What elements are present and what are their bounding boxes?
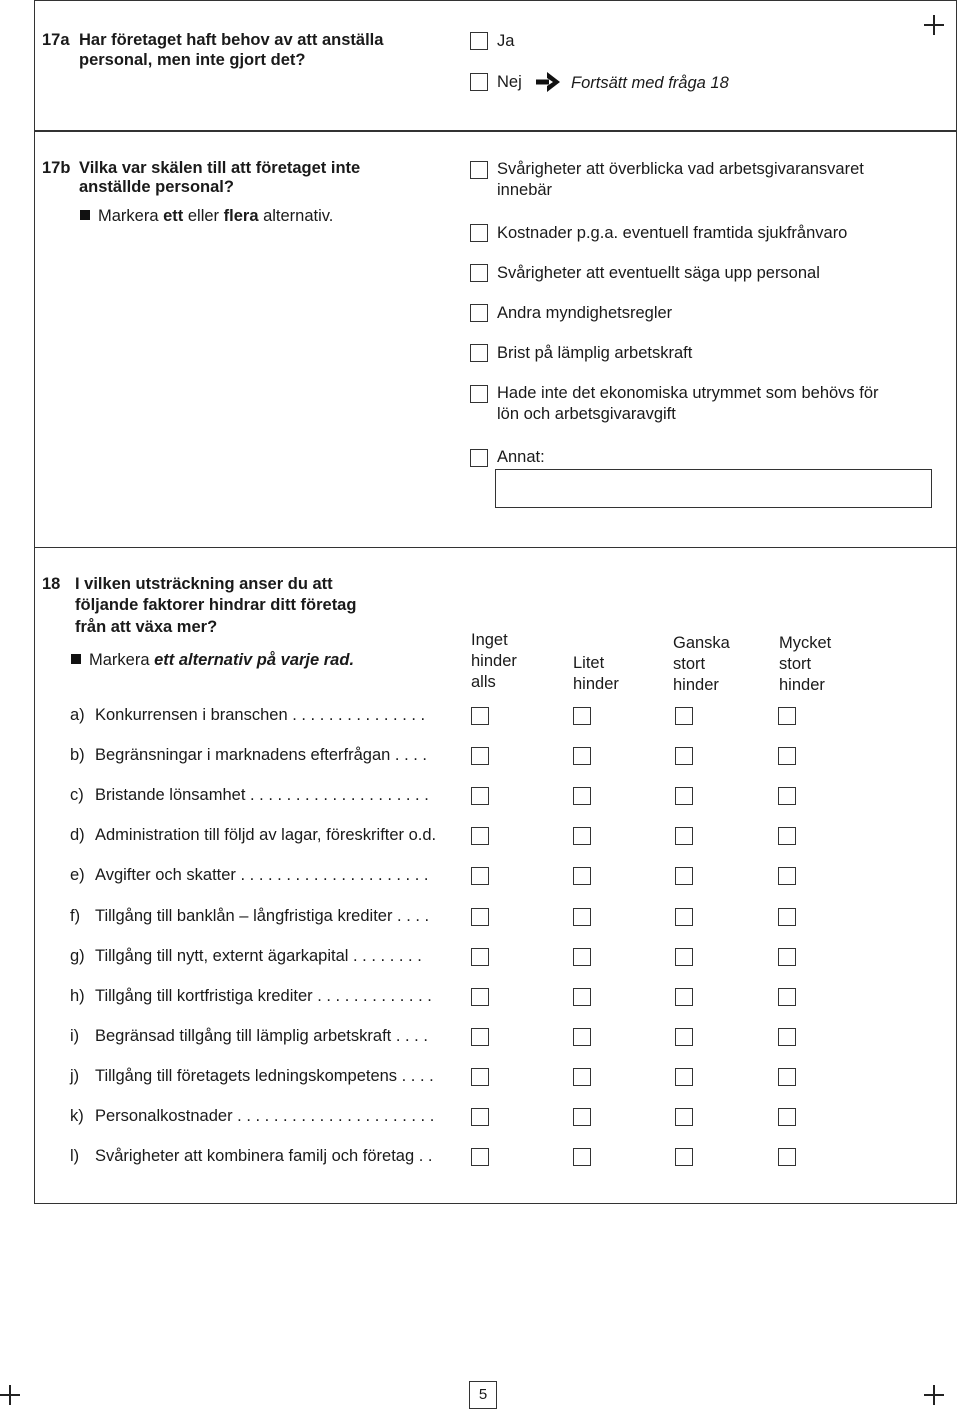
q18-row-label: [70, 1106, 434, 1126]
q18-rating-checkbox[interactable]: [573, 867, 591, 885]
q17b-option-label-cont: innebär: [497, 181, 553, 199]
q18-rating-checkbox[interactable]: [471, 1068, 489, 1086]
q18-row-text: Tillgång till nytt, externt ägarkapital . . . . . . . .: [95, 946, 422, 965]
q18-row-text: Bristande lönsamhet . . . . . . . . . . . . . . . . . . . .: [95, 786, 429, 805]
q17b-question-line2: anställde personal?: [79, 178, 234, 196]
q18-rating-checkbox[interactable]: [675, 827, 693, 845]
square-bullet-icon: [71, 654, 81, 664]
q18-rating-checkbox[interactable]: [675, 948, 693, 966]
q18-row-letter: f): [70, 906, 81, 925]
q18-rating-checkbox[interactable]: [778, 827, 796, 845]
q17b-option-label-cont: lön och arbetsgivaravgift: [497, 405, 676, 423]
q17b-option-checkbox[interactable]: [470, 385, 488, 403]
q18-row-label: [70, 986, 432, 1006]
q18-question-line2: följande faktorer hindrar ditt företag: [75, 596, 357, 614]
q18-rating-checkbox[interactable]: [573, 988, 591, 1006]
q18-row-text: Svårigheter att kombinera familj och företag . .: [95, 1147, 433, 1166]
q18-rating-checkbox[interactable]: [573, 1068, 591, 1086]
q17a-followup: Fortsätt med fråga 18: [571, 74, 729, 92]
q17a-number: 17a: [42, 31, 70, 49]
q18-rating-checkbox[interactable]: [573, 1108, 591, 1126]
q18-row-letter: h): [70, 986, 85, 1005]
q18-row-text: Begränsningar i marknadens efterfrågan . . . .: [95, 746, 428, 765]
q18-row-text: Administration till följd av lagar, föreskrifter o.d.: [95, 826, 437, 845]
q18-rating-checkbox[interactable]: [778, 787, 796, 805]
q18-rating-checkbox[interactable]: [471, 707, 489, 725]
q17b-number: 17b: [42, 159, 71, 177]
q18-rating-checkbox[interactable]: [778, 908, 796, 926]
q18-row-label: [70, 946, 422, 966]
q18-rating-checkbox[interactable]: [573, 1148, 591, 1166]
q18-rating-checkbox[interactable]: [675, 1108, 693, 1126]
q18-rating-checkbox[interactable]: [675, 707, 693, 725]
q18-row-label: [70, 825, 436, 845]
q17b-annat-text-field[interactable]: [495, 469, 932, 508]
q17a-question-line1: Har företaget haft behov av att anställa: [79, 31, 384, 49]
q18-rating-checkbox[interactable]: [778, 1148, 796, 1166]
q18-rating-checkbox[interactable]: [778, 988, 796, 1006]
q18-rating-checkbox[interactable]: [573, 707, 591, 725]
q18-instruction: Markera ett alternativ på varje rad.: [71, 650, 354, 670]
q17b-option-label: Hade inte det ekonomiska utrymmet som behövs för: [497, 384, 879, 402]
q18-rating-checkbox[interactable]: [471, 1108, 489, 1126]
q17a-question-line2: personal, men inte gjort det?: [79, 51, 306, 69]
q18-rating-checkbox[interactable]: [675, 1068, 693, 1086]
q18-rating-checkbox[interactable]: [675, 988, 693, 1006]
q18-rating-checkbox[interactable]: [675, 1028, 693, 1046]
q17a-ja-label: Ja: [497, 32, 515, 50]
q18-row-letter: i): [70, 1026, 80, 1045]
q18-question-line1: I vilken utsträckning anser du att: [75, 575, 333, 593]
q18-rating-checkbox[interactable]: [471, 908, 489, 926]
q17b-option-label: Kostnader p.g.a. eventuell framtida sjukfrånvaro: [497, 224, 848, 242]
q18-row-text: Avgifter och skatter . . . . . . . . . . . . . . . . . . . . .: [95, 866, 429, 885]
q18-row-label: [70, 1026, 428, 1046]
q18-row-letter: j): [70, 1066, 80, 1085]
q18-rating-checkbox[interactable]: [778, 1028, 796, 1046]
q17a-nej-label: Nej: [497, 73, 522, 91]
q18-rating-checkbox[interactable]: [778, 707, 796, 725]
column-header-ganska-stort-hinder: Ganska stort hinder: [673, 634, 730, 694]
q18-rating-checkbox[interactable]: [675, 747, 693, 765]
q17b-option-label: Svårigheter att överblicka vad arbetsgivaransvaret: [497, 160, 864, 178]
q18-row-label: [70, 865, 428, 885]
q18-rating-checkbox[interactable]: [573, 827, 591, 845]
q17b-option-checkbox[interactable]: [470, 304, 488, 322]
q18-rating-checkbox[interactable]: [471, 948, 489, 966]
q18-rating-checkbox[interactable]: [675, 867, 693, 885]
q18-row-letter: c): [70, 786, 84, 805]
q18-row-label: [70, 1066, 434, 1086]
q18-rating-checkbox[interactable]: [778, 1108, 796, 1126]
q18-rating-checkbox[interactable]: [675, 787, 693, 805]
column-header-litet-hinder: Litet hinder: [573, 654, 619, 693]
q18-rating-checkbox[interactable]: [471, 827, 489, 845]
q18-row-letter: a): [70, 706, 85, 724]
q18-row-label: [70, 906, 429, 926]
q18-row-letter: e): [70, 866, 85, 885]
q17b-question-line1: Vilka var skälen till att företaget inte: [79, 159, 361, 177]
q17b-annat-label: Annat:: [497, 448, 545, 466]
q17a-ja-checkbox[interactable]: [470, 32, 488, 50]
q18-rating-checkbox[interactable]: [471, 1148, 489, 1166]
q17b-option-label: Andra myndighetsregler: [497, 304, 673, 322]
q18-row-letter: k): [70, 1107, 84, 1125]
q18-row-letter: d): [70, 826, 85, 845]
q18-rating-checkbox[interactable]: [573, 747, 591, 765]
q17-divider: [34, 130, 957, 132]
square-bullet-icon: [80, 210, 90, 220]
arrow-right-icon: [536, 72, 560, 92]
q18-row-label: [70, 745, 427, 765]
q17b-option-checkbox[interactable]: [470, 224, 488, 242]
q18-row-text: Tillgång till företagets ledningskompetens . . . .: [95, 1066, 434, 1085]
q18-row-label: [70, 1146, 433, 1166]
registration-mark-bottom-right: [924, 1385, 944, 1405]
q18-rating-checkbox[interactable]: [778, 948, 796, 966]
q17b-option-checkbox[interactable]: [470, 161, 488, 179]
q17b-option-label: Brist på lämplig arbetskraft: [497, 344, 693, 362]
q18-rating-checkbox[interactable]: [471, 747, 489, 765]
q18-row-text: Personalkostnader . . . . . . . . . . . . . . . . . . . . . .: [95, 1107, 435, 1125]
q17b-option-checkbox[interactable]: [470, 344, 488, 362]
q18-row-text: Tillgång till kortfristiga krediter . . . . . . . . . . . . .: [95, 986, 432, 1005]
q18-rating-checkbox[interactable]: [675, 908, 693, 926]
q18-rating-checkbox[interactable]: [778, 747, 796, 765]
q17b-option-label: Svårigheter att eventuellt säga upp personal: [497, 264, 820, 282]
q18-rating-checkbox[interactable]: [471, 787, 489, 805]
q18-rating-checkbox[interactable]: [573, 787, 591, 805]
q17b-option-checkbox[interactable]: [470, 264, 488, 282]
q18-number: 18: [42, 575, 61, 593]
q18-rating-checkbox[interactable]: [573, 908, 591, 926]
q18-question-line3: från att växa mer?: [75, 618, 218, 636]
q18-row-text: Tillgång till banklån – långfristiga krediter . . . .: [95, 906, 430, 925]
q18-rating-checkbox[interactable]: [471, 867, 489, 885]
column-header-mycket-stort-hinder: Mycket stort hinder: [779, 634, 832, 694]
q18-rating-checkbox[interactable]: [471, 1028, 489, 1046]
q18-rating-checkbox[interactable]: [573, 948, 591, 966]
q18-row-letter: b): [70, 746, 85, 765]
q18-row-text: Konkurrensen i branschen . . . . . . . . . . . . . . .: [95, 706, 426, 724]
registration-mark-bottom-left: [0, 1385, 20, 1405]
q18-row-letter: g): [70, 946, 85, 965]
q18-row-label: [70, 705, 425, 725]
q18-rating-checkbox[interactable]: [471, 988, 489, 1006]
page-number: 5: [478, 1386, 488, 1403]
q17b-instruction: Markera ett eller flera alternativ.: [80, 206, 333, 226]
q17a-nej-checkbox[interactable]: [470, 73, 488, 91]
q18-rating-checkbox[interactable]: [778, 1068, 796, 1086]
q18-row-label: [70, 785, 429, 805]
q18-rating-checkbox[interactable]: [675, 1148, 693, 1166]
q18-rating-checkbox[interactable]: [778, 867, 796, 885]
q18-rating-checkbox[interactable]: [573, 1028, 591, 1046]
q17b-annat-checkbox[interactable]: [470, 449, 488, 467]
q18-row-text: Begränsad tillgång till lämplig arbetskraft . . . .: [95, 1026, 428, 1045]
column-header-inget-hinder: Inget hinder alls: [471, 631, 517, 691]
q18-row-letter: l): [70, 1147, 80, 1166]
